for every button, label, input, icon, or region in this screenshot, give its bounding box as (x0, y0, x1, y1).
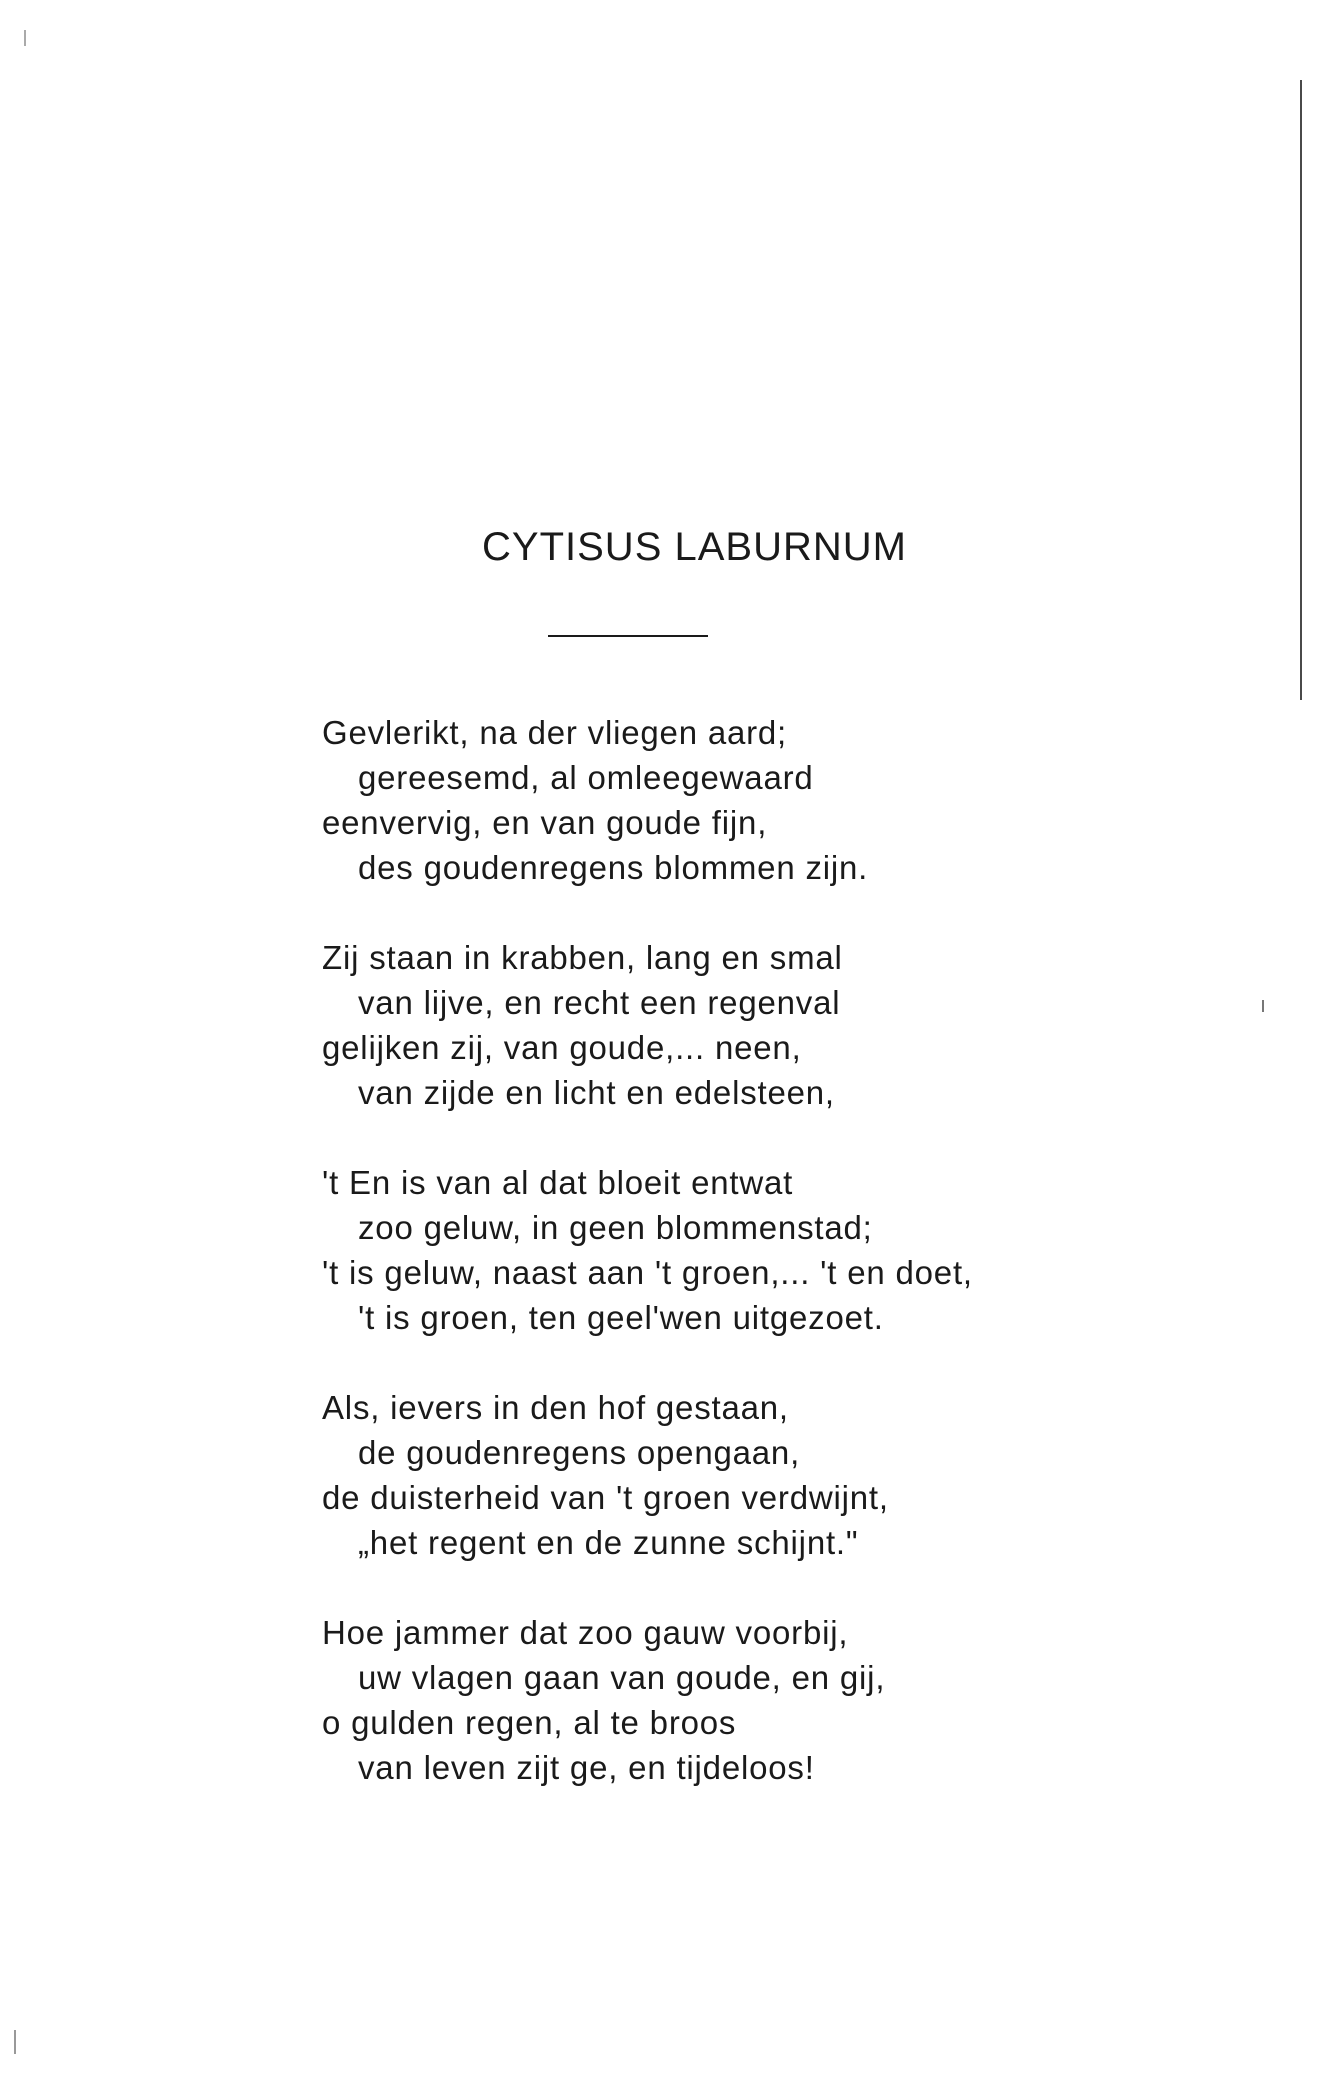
speck-mark (1262, 1000, 1264, 1012)
stanza (322, 710, 1102, 890)
page-edge-mark (1300, 80, 1302, 700)
stanza (322, 1385, 1102, 1565)
poem-line: eenvervig, en van goude fijn, (322, 804, 768, 841)
poem-body (322, 710, 1102, 1835)
poem-line: gereesemd, al omleegewaard (358, 759, 814, 796)
poem-line: de duisterheid van 't groen verdwijnt, (322, 1479, 889, 1516)
poem-line: zoo geluw, in geen blommenstad; (358, 1209, 873, 1246)
poem-line: Hoe jammer dat zoo gauw voorbij, (322, 1614, 849, 1651)
poem-line: gelijken zij, van goude,... neen, (322, 1029, 802, 1066)
poem-line: uw vlagen gaan van goude, en gij, (358, 1659, 886, 1696)
poem-title: CYTISUS LABURNUM (482, 525, 907, 569)
poem-line: van leven zijt ge, en tijdeloos! (358, 1749, 815, 1786)
stanza (322, 935, 1102, 1115)
stanza (322, 1160, 1102, 1340)
poem-line: van zijde en licht en edelsteen, (358, 1074, 835, 1111)
poem-line: des goudenregens blommen zijn. (358, 849, 869, 886)
poem-line: Zij staan in krabben, lang en smal (322, 939, 843, 976)
title-divider (548, 635, 708, 637)
stanza (322, 1610, 1102, 1790)
poem-line: de goudenregens opengaan, (358, 1434, 801, 1471)
poem-line: „het regent en de zunne schijnt." (358, 1524, 859, 1561)
poem-line: 't is groen, ten geel'wen uitgezoet. (358, 1299, 884, 1336)
poem-line: Als, ievers in den hof gestaan, (322, 1389, 789, 1426)
poem-line: 't En is van al dat bloeit entwat (322, 1164, 794, 1201)
speck-mark (14, 2030, 16, 2054)
poem-line: o gulden regen, al te broos (322, 1704, 737, 1741)
poem-line: 't is geluw, naast aan 't groen,... 't en doet, (322, 1254, 973, 1291)
speck-mark (24, 30, 26, 46)
poem-line: Gevlerikt, na der vliegen aard; (322, 714, 788, 751)
poem-line: van lijve, en recht een regenval (358, 984, 841, 1021)
